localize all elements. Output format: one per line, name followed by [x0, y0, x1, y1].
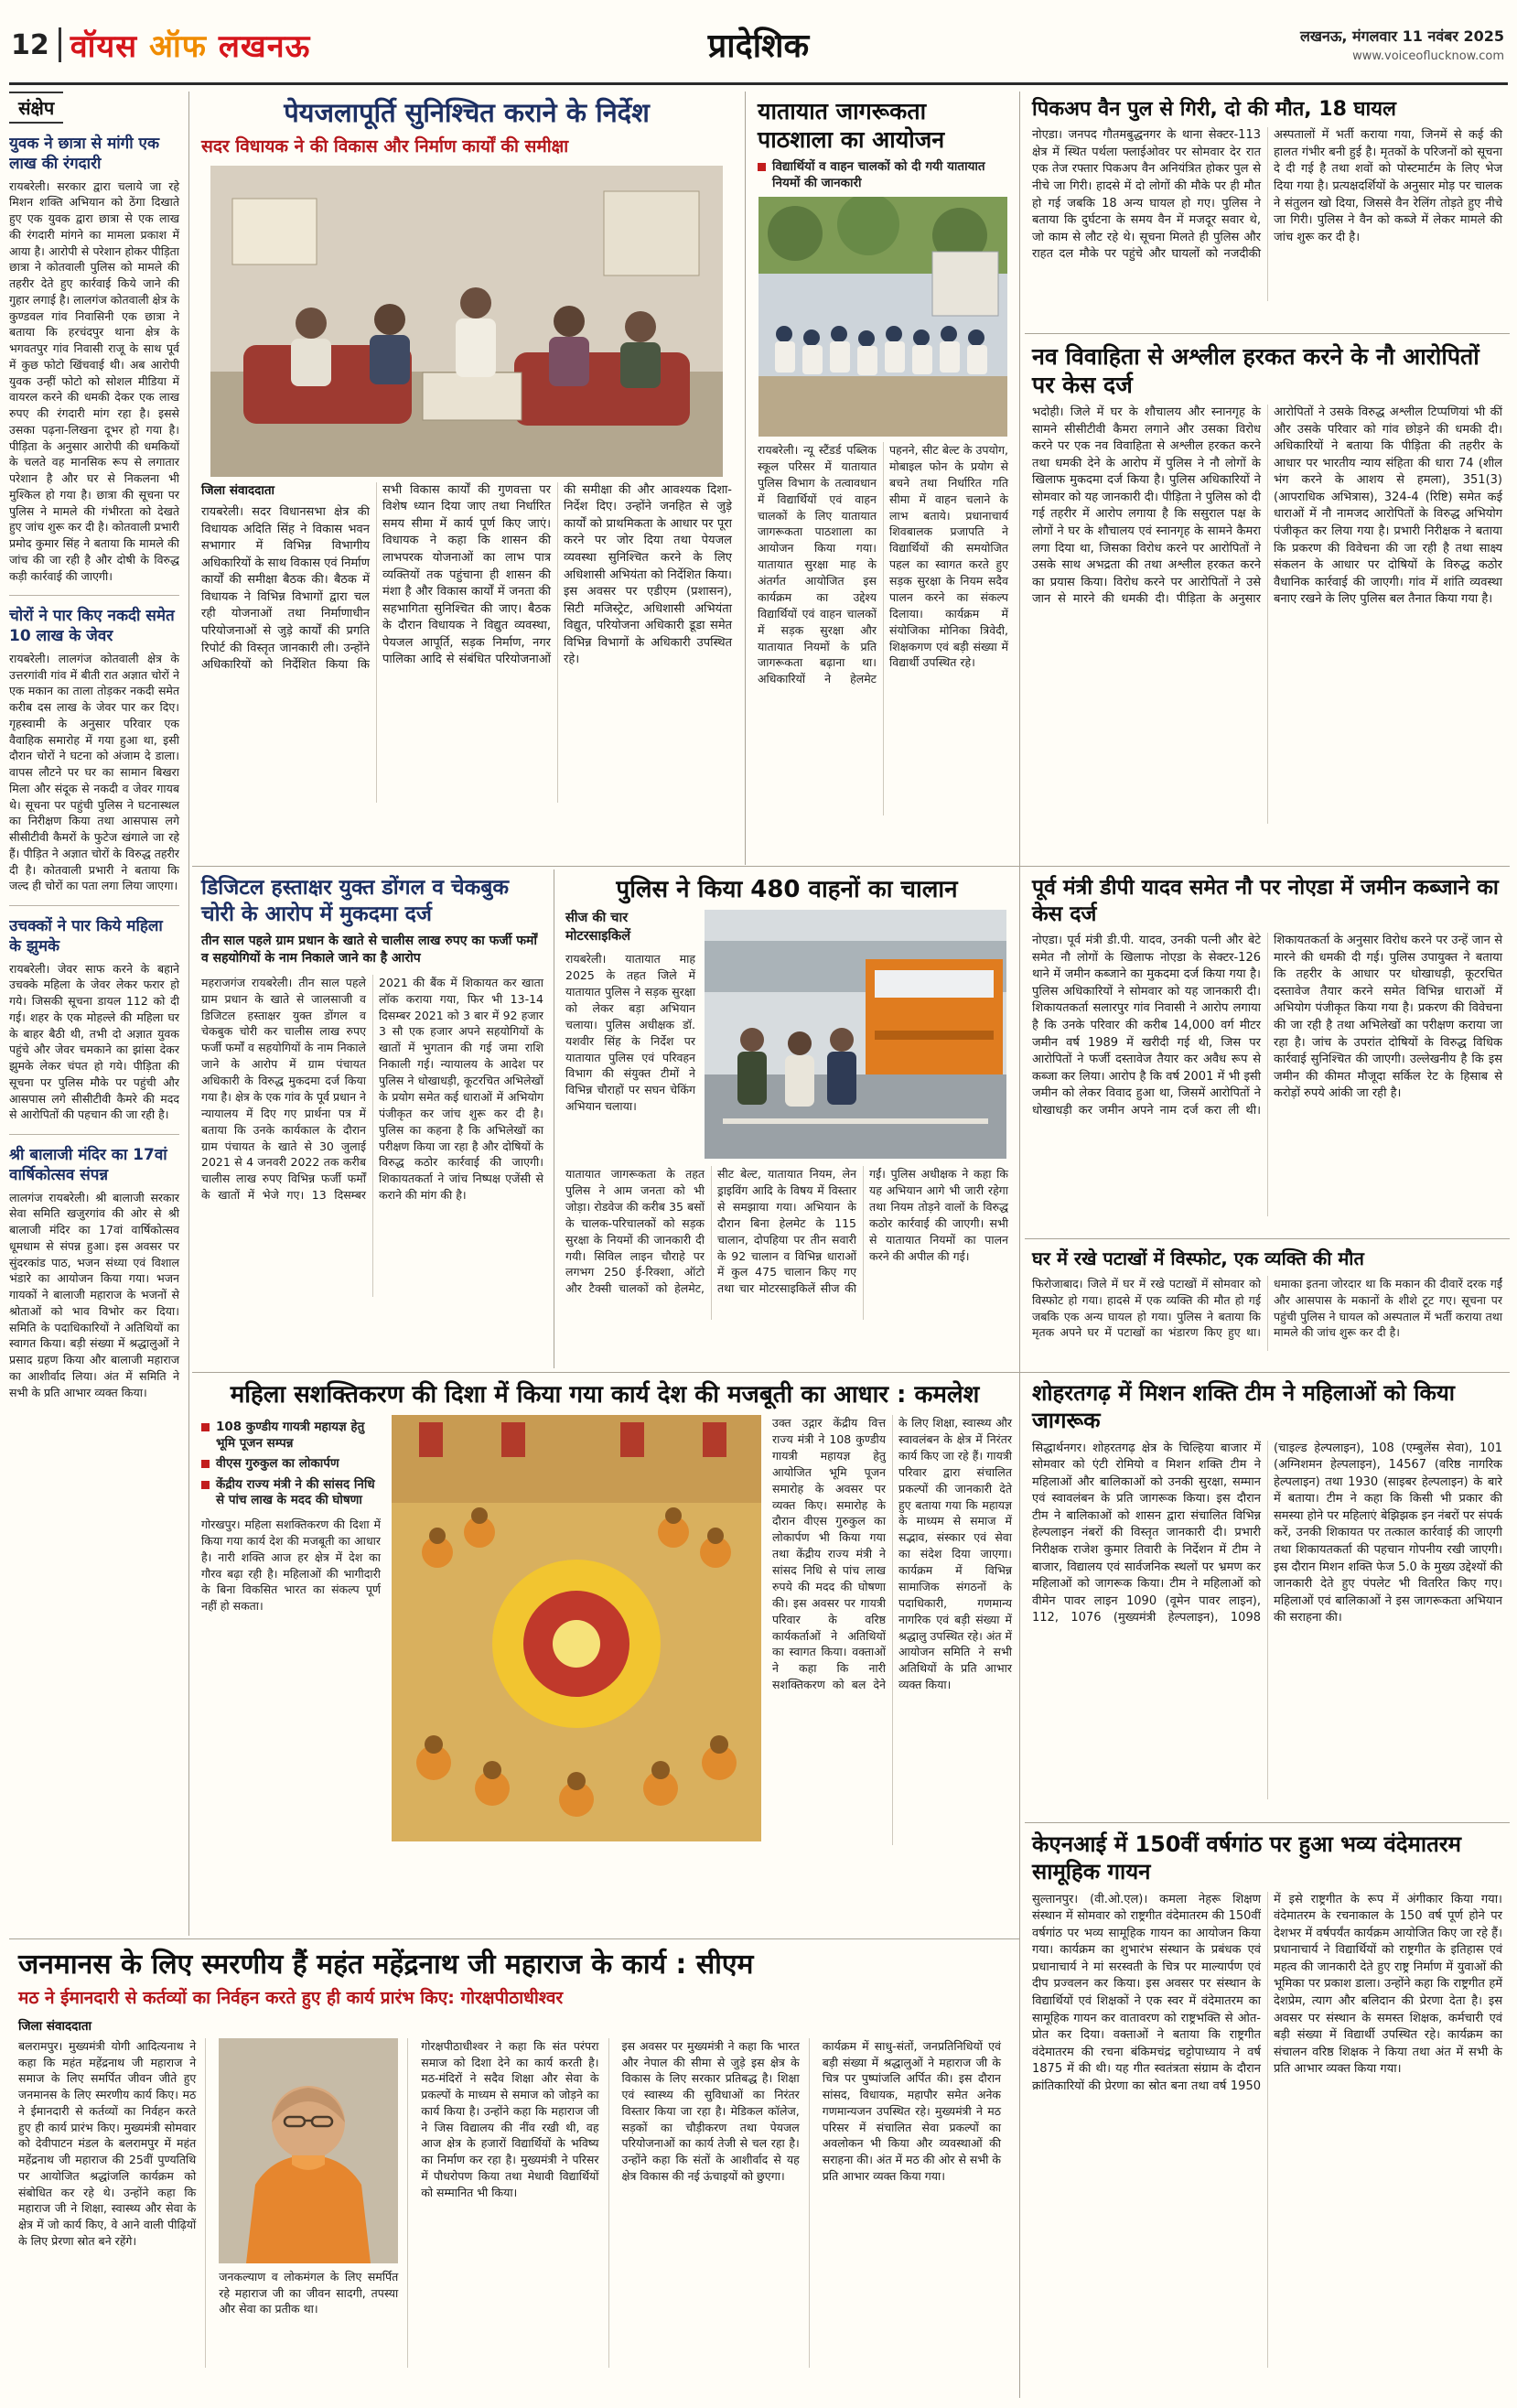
byline: जिला संवाददाता	[18, 2018, 92, 2034]
article-body-columns	[1032, 127, 1502, 301]
article-vande-mataram	[1023, 1826, 1512, 2398]
article-headline: शोहरतगढ़ में मिशन शक्ति टीम ने महिलाओं को किया जागरूक	[1032, 1380, 1456, 1433]
article-headline: घर में रखे पटाखों में विस्फोट, एक व्यक्ति की मौत	[1032, 1247, 1364, 1269]
brief-item	[9, 607, 179, 894]
byline: जिला संवाददाता	[201, 482, 275, 498]
brief-separator	[9, 905, 179, 906]
masthead-word-1: वॉयस	[70, 28, 138, 65]
column-rule	[745, 92, 746, 865]
article-body: महराजगंज रायबरेली। तीन साल पहले ग्राम प्रधान के खाते से जालसाजी व डिजिटल हस्ताक्षर युक्त डोंगल व चेकबुक चोरी कर चालीस लाख रुपए फर्जी फर्मों व सहयोगियों के नाम निकाले जाने के आरोप में ग्राम पंचायत अधिकारी के विरुद्ध मुकदमा दर्ज किया गया है। क्षेत्र के एक गांव के पूर्व प्रधान ने न्यायालय में दिए गए प्रार्थना पत्र में बताया कि उनके कार्यकाल के दौरान ग्राम पंचायत के खाते से 30 जुलाई 2021 से 4 जनवरी 2022 तक करीब चालीस लाख रुपए विभिन्न फर्जी फर्मों के खातों में भेजे गए। 13 दिसम्बर 2021 की बैंक में शिकायत कर खाता लॉक कराया गया, फिर भी 13-14 दिसम्बर 2021 को 3 बार में 92 हजार 3 सौ एक हजार अपने सहयोगियों के खातों में भुगतान की गई जमा राशि निकाली गई। न्यायालय के आदेश पर पुलिस ने धोखाधड़ी, कूटरचित अभिलेखों के प्रयोग समेत कई धाराओं में अभियोग पंजीकृत कर जांच शुरू कर दी है। पुलिस का कहना है कि अभिलेखों का परीक्षण किया जा रहा है और दोषियों के विरुद्ध कठोर कार्रवाई की जाएगी। शिकायतकर्ता ने जांच निष्पक्ष एजेंसी से कराने की मांग की है।	[201, 975, 543, 1203]
article-subhead: सीज की चार मोटरसाइकिलें	[565, 911, 631, 944]
review-meeting-photo	[210, 166, 723, 477]
brief-separator	[9, 1134, 179, 1135]
article-body: रायबरेली। सदर विधानसभा क्षेत्र की विधायक अदिति सिंह ने विकास भवन सभागार में विभिन्न विभागीय अधिकारियों के साथ विकास एवं निर्माण कार्यों की समीक्षा बैठक की। बैठक में विधायक ने विभिन्न विभागों द्वारा चल रही योजनाओं तथा निर्माणाधीन परियोजनाओं से जुड़े कार्यों की प्रगति रिपोर्ट की विस्तृत जानकारी ली। उन्होंने अधिकारियों को निर्देशित किया कि सभी विकास कार्यों की गुणवत्ता पर विशेष ध्यान दिया जाए तथा निर्धारित समय सीमा में कार्य पूर्ण किए जाएं। विधायक ने कहा कि शासन की लाभपरक योजनाओं का लाभ पात्र व्यक्तियों तक पहुंचाना ही शासन की मंशा है और विकास कार्यों में जनता की सहभागिता सुनिश्चित की जाए। बैठक के दौरान विधायक ने विद्युत व्यवस्था, पेयजल आपूर्ति, सड़क निर्माण, नगर पालिका आदि से संबंधित परियोजनाओं की समीक्षा की और आवश्यक दिशा-निर्देश दिए। उन्होंने जनहित से जुड़े कार्यों को प्राथमिकता के आधार पर पूरा करने पर जोर दिया तथा पेयजल व्यवस्था सुनिश्चित करने के लिए अधिशासी अभियंता को निर्देशित किया। इस अवसर पर एडीएम (प्रशासन), सिटी मजिस्ट्रेट, अधिशासी अभियंता विद्युत, परियोजना अधिकारी डूडा समेत विभिन्न विभागों के अधिकारी उपस्थित रहे।	[201, 482, 732, 673]
section-title: प्रादेशिक	[707, 27, 810, 65]
challan-intro-row	[565, 910, 1008, 1159]
article-subhead: मठ ने ईमानदारी से कर्तव्यों का निर्वहन करते हुए ही कार्य प्रारंभ किए: गोरक्षपीठाधीश्वर	[18, 1988, 564, 2009]
article-pickup-van-accident	[1023, 92, 1512, 329]
section-divider	[9, 1938, 1019, 1939]
section-divider	[192, 1372, 1510, 1373]
brief-body: रायबरेली। सरकार द्वारा चलाये जा रहे मिशन शक्ति अभियान को ठेंगा दिखाते हुए एक युवक द्वारा छात्रा से एक लाख की रंगदारी मांगने का मामला प्रकाश में आया है। आरोपी से परेशान होकर पीड़िता छात्रा ने कोतवाली पुलिस को मामले की तहरीर देते हुए कार्रवाई किये जाने की गुहार लगाई है। लालगंज कोतवाली क्षेत्र के कुण्डवल गांव निवासिनी एक छात्रा ने बताया कि हरचंदपुर थाना क्षेत्र के भगवतपुर गांव निवासी राजू के साथ पूर्व में कुछ फोटो खिंचवाई थी। अब आरोपी युवक उन्हीं फोटो को सोशल मीडिया में वायरल करने की धमकी देकर एक लाख रुपए की रंगदारी मांग रहा है। इससे उसका पढ़ना-लिखना दूभर हो गया है। पीड़िता के अनुसार आरोपी की धमकियों के चलते वह मानसिक रूप से लगातार परेशान है और घर से निकलना भी मुश्किल हो गया है। छात्रा की सूचना पर पुलिस ने मामले की गंभीरता को देखते हुए जांच शुरू कर दी है। कोतवाली प्रभारी प्रमोद कुमार सिंह ने बताया कि मामले की जांच की जा रही है और दोषी के विरुद्ध कड़ी कार्रवाई की जाएगी।	[9, 178, 179, 583]
article-body: सुल्तानपुर। (वी.ओ.एल)। कमला नेहरू शिक्षण संस्थान में सोमवार को राष्ट्रगीत वंदेमातरम की 150वीं वर्षगांठ पर भव्य सामूहिक गायन का आयोजन किया गया। कार्यक्रम का शुभारंभ संस्थान के प्रबंधक एवं प्रधानाचार्य ने मां सरस्वती के चित्र पर माल्यार्पण एवं दीप प्रज्वलन कर किया। इस अवसर पर संस्थान के विद्यार्थियों एवं शिक्षकों ने एक स्वर में वंदेमातरम का सामूहिक गायन कर वातावरण को राष्ट्रभक्ति से ओत-प्रोत कर दिया। वक्ताओं ने बताया कि राष्ट्रगीत वंदेमातरम की रचना बंकिमचंद्र चट्टोपाध्याय ने वर्ष 1875 में की थी। यह गीत स्वतंत्रता संग्राम के दौरान क्रांतिकारियों की प्रेरणा का स्रोत बना तथा वर्ष 1950 में इसे राष्ट्रगीत के रूप में अंगीकार किया गया। वंदेमातरम के रचनाकाल के 150 वर्ष पूर्ण होने पर देशभर में वर्षपर्यंत कार्यक्रम आयोजित किए जा रहे हैं। प्रधानाचार्य ने विद्यार्थियों को राष्ट्रगीत के इतिहास एवं महत्व की जानकारी देते हुए राष्ट्र निर्माण में युवाओं की भूमिका पर प्रकाश डाला। उन्होंने कहा कि राष्ट्रगीत हमें देशप्रेम, त्याग और बलिदान की प्रेरणा देता है। इस अवसर पर संस्थान के समस्त शिक्षक, कर्मचारी एवं बड़ी संख्या में विद्यार्थी उपस्थित रहे। कार्यक्रम का संचालन वरिष्ठ शिक्षक ने किया तथा अंत में सभी के प्रति आभार व्यक्त किया गया।	[1032, 1892, 1502, 2093]
article-mission-shakti	[1023, 1375, 1512, 1819]
article-body-columns	[1032, 933, 1502, 1216]
article-body-columns	[772, 1415, 1012, 1845]
brief-item	[9, 135, 179, 584]
article-headline: पूर्व मंत्री डीपी यादव समेत नौ पर नोएडा में जमीन कब्जाने का केस दर्ज	[1032, 876, 1499, 926]
article-headline: नव विवाहिता से अश्लील हरकत करने के नौ आरोपितों पर केस दर्ज	[1032, 343, 1479, 398]
bullet-subhead-text: विद्यार्थियों व वाहन चालकों को दी गयी यातायात नियमों की जानकारी	[772, 159, 985, 190]
article-subhead: तीन साल पहले ग्राम प्रधान के खाते से चालीस लाख रुपए का फर्जी फर्मों व सहयोगियों के नाम निकाले जाने का है आरोप	[201, 934, 538, 966]
article-headline: जनमानस के लिए स्मरणीय हैं महंत महेंद्रनाथ जी महाराज के कार्य : सीएम	[18, 1949, 754, 1981]
page-number: 12	[11, 28, 49, 61]
briefs-title: संक्षेप	[9, 92, 63, 124]
article-body-columns	[1032, 1892, 1502, 2368]
article-body: भदोही। जिले में घर के शौचालय और स्नानगृह के सामने सीसीटीवी कैमरा लगाने और उसका विरोध करने पर एक नव विवाहिता से अश्लील हरकत करने तथा धमकी देने के आरोप में पुलिस ने नौ लोगों के खिलाफ मुकदमा दर्ज किया है। पुलिस अधिकारियों ने सोमवार को यह जानकारी दी। पीड़िता ने पुलिस को दी गई तहरीर में आरोप लगाया है कि ससुराल पक्ष के लोगों ने घर के शौचालय एवं स्नानगृह के सामने कैमरा लगा दिया था, जिसका विरोध करने पर आरोपितों ने उसके साथ अभद्रता की तथा अश्लील हरकत करने का प्रयास किया। विरोध करने पर आरोपितों ने उसे जान से मारने की धमकी दी। पीड़िता के अनुसार आरोपितों ने उसके विरुद्ध अश्लील टिप्पणियां भी कीं और उसके परिवार को गांव छोड़ने की धमकी दी। अधिकारियों ने बताया कि पीड़िता की तहरीर के आधार पर भारतीय न्याय संहिता की धारा 74 (शील भंग करने के आशय से हमला), 351(3) (आपराधिक अभित्रास), 324-4 (रिष्टि) समेत कई धाराओं में नौ नामजद आरोपितों के विरुद्ध अभियोग पंजीकृत कर लिया गया है। प्रभारी निरीक्षक ने बताया कि प्रकरण की विवेचना की जा रही है तथा साक्ष्य संकलन के आधार पर दोषियों के विरुद्ध कठोर वैधानिक कार्रवाई की जाएगी। गांव में शांति व्यवस्था बनाए रखने के लिए पुलिस बल तैनात किया गया है।	[1032, 405, 1502, 607]
article-body-text: जनकल्याण व लोकमंगल के लिए समर्पित रहे महाराज जी का जीवन सादगी, तपस्या और सेवा का प्रतीक था।	[219, 2269, 399, 2316]
article-bullet-item	[201, 1456, 381, 1473]
article-body-columns	[758, 442, 1008, 815]
brief-separator	[9, 595, 179, 596]
edition-dateline: लखनऊ, मंगलवार 11 नवंबर 2025	[1300, 27, 1504, 45]
article-water-supply-review	[192, 92, 741, 865]
article-body-grid	[18, 2038, 1010, 2368]
bullet-text: 108 कुण्डीय गायत्री महायज्ञ हेतु भूमि पूजन सम्पन्न	[216, 1420, 365, 1451]
section-divider	[1025, 1822, 1510, 1823]
header-meta	[1300, 26, 1504, 63]
challan-drive-photo	[705, 910, 1006, 1159]
article-body-columns	[565, 1166, 1008, 1320]
brief-body: लालगंज रायबरेली। श्री बालाजी सरकार सेवा समिति खजुरगांव की ओर से श्री बालाजी मंदिर का 17वां वार्षिकोत्सव धूमधाम से संपन्न हुआ। इस अवसर पर सुंदरकांड पाठ, भजन संध्या एवं विशाल भंडारे का आयोजन किया गया। भजन गायकों ने बालाजी महाराज के भजनों से श्रोताओं को भाव विभोर कर दिया। समिति के पदाधिकारियों ने अतिथियों का स्वागत किया। बड़ी संख्या में श्रद्धालुओं ने प्रसाद ग्रहण किया और बालाजी महाराज का आशीर्वाद लिया। अंत में समिति ने सभी के प्रति आभार व्यक्त किया।	[9, 1190, 179, 1399]
section-divider	[1025, 1238, 1510, 1239]
article-bullet-subhead	[758, 159, 1008, 191]
brief-headline: चोरों ने पार किए नकदी समेत 10 लाख के जेवर	[9, 607, 175, 645]
bullet-text: वीएस गुरुकुल का लोकार्पण	[216, 1456, 339, 1472]
article-harassment-case	[1023, 337, 1512, 858]
article-body-column: कार्यक्रम में साधु-संतों, जनप्रतिनिधियों एवं बड़ी संख्या में श्रद्धालुओं ने महाराज जी के चित्र पर पुष्पांजलि अर्पित की। इस दौरान सांसद, विधायक, महापौर समेत अनेक गणमान्यजन उपस्थित रहे। मुख्यमंत्री ने मठ परिसर में संचालित सेवा प्रकल्पों का अवलोकन भी किया और व्यवस्थाओं की सराहना की। अंत में मठ की ओर से सभी के प्रति आभार व्यक्त किया गया।	[822, 2038, 1001, 2183]
article-headline: पुलिस ने किया 480 वाहनों का चालान	[616, 876, 958, 903]
brief-headline: श्री बालाजी मंदिर का 17वां वार्षिकोत्सव संपन्न	[9, 1146, 167, 1184]
article-body-columns	[1032, 1276, 1502, 1351]
article-body-columns	[1032, 405, 1502, 824]
red-square-bullet-icon	[201, 1423, 210, 1431]
article-subhead: सदर विधायक ने की विकास और निर्माण कार्यों की समीक्षा	[201, 135, 569, 157]
article-body: सिद्धार्थनगर। शोहरतगढ़ क्षेत्र के चिल्हिया बाजार में सोमवार को एंटी रोमियो व मिशन शक्ति टीम ने महिलाओं और बालिकाओं को उनकी सुरक्षा, सम्मान एवं स्वावलंबन के प्रति जागरूक किया। इस दौरान टीम ने बालिकाओं को शासन द्वारा संचालित विभिन्न हेल्पलाइन नंबरों की विस्तृत जानकारी दी। प्रभारी निरीक्षक राजेश कुमार तिवारी के निर्देशन में टीम ने बाजार, विद्यालय एवं सार्वजनिक स्थलों पर भ्रमण कर महिलाओं को जागरूक किया। टीम ने महिलाओं को वीमेन पावर लाइन 1090 (वूमेन पावर लाइन), 112, 1076 (मुख्यमंत्री हेल्पलाइन), 1098 (चाइल्ड हेल्पलाइन), 108 (एम्बुलेंस सेवा), 101 (अग्निशमन हेल्पलाइन), 14567 (वरिष्ठ नागरिक हेल्पलाइन) तथा 1930 (साइबर हेल्पलाइन) के बारे में बताया। टीम ने कहा कि किसी भी प्रकार की समस्या होने पर महिलाएं बेझिझक इन नंबरों पर संपर्क करें, उनकी शिकायत पर तत्काल कार्रवाई की जाएगी तथा शिकायतकर्ता की पहचान गोपनीय रखी जाएगी। इस दौरान मिशन शक्ति फेज 5.0 के मुख्य उद्देश्यों की जानकारी देते हुए पंपलेट भी वितरित किए गए। महिलाओं एवं बालिकाओं ने इस जागरूकता अभियान की सराहना की।	[1032, 1441, 1502, 1625]
mahila-right-column	[772, 1415, 1012, 1845]
article-body: फिरोजाबाद। जिले में घर में रखे पटाखों में सोमवार को विस्फोट हो गया। हादसे में एक व्यक्ति की मौत हो गई जबकि एक अन्य घायल हो गया। पुलिस ने बताया कि मृतक अपने घर में पटाखों का भंडारण किए हुए था। धमाका इतना जोरदार था कि मकान की दीवारें दरक गईं और आसपास के मकानों के शीशे टूट गए। सूचना पर पहुंची पुलिस ने घायल को अस्पताल में भर्ती कराया तथा मामले की जांच शुरू कर दी है।	[1032, 1276, 1502, 1340]
masthead-word-2: ऑफ	[149, 28, 208, 65]
mahila-left-column	[201, 1415, 381, 1845]
brief-item	[9, 917, 179, 1123]
article-body: यातायात जागरूकता के तहत पुलिस ने आम जनता को भी जोड़ा। रोडवेज की करीब 35 बसों के चालक-परिचालकों को सड़क सुरक्षा के नियमों की जानकारी दी गयी। सिविल लाइन चौराहे पर लगभग 250 ई-रिक्शा, ऑटो और टैक्सी चालकों को हेलमेट, सीट बेल्ट, यातायात नियम, लेन ड्राइविंग आदि के विषय में विस्तार से समझाया गया। अभियान के दौरान बिना हेलमेट के 115 चालान, दोपहिया पर तीन सवारी के 92 चालान व विभिन्न धाराओं में कुल 475 चालान किए गए तथा चार मोटरसाइकिलें सीज की गईं। पुलिस अधीक्षक ने कहा कि यह अभियान आगे भी जारी रहेगा तथा नियम तोड़ने वालों के विरुद्ध कठोर कार्रवाई की जाएगी। सभी से यातायात नियमों का पालन करने की अपील की गई।	[565, 1167, 1008, 1296]
article-body: उक्त उद्गार केंद्रीय वित्त राज्य मंत्री ने 108 कुण्डीय गायत्री महायज्ञ हेतु आयोजित भूमि पूजन समारोह के अवसर पर व्यक्त किए। समारोह के दौरान वीएस गुरुकुल का लोकार्पण भी किया गया तथा केंद्रीय राज्य मंत्री ने सांसद निधि से पांच लाख रुपये की मदद की घोषणा की। इस अवसर पर गायत्री परिवार के वरिष्ठ कार्यकर्ताओं ने अतिथियों का स्वागत किया। वक्ताओं ने कहा कि नारी सशक्तिकरण को बल देने के लिए शिक्षा, स्वास्थ्य और स्वावलंबन के क्षेत्र में निरंतर कार्य किए जा रहे हैं। गायत्री परिवार द्वारा संचालित प्रकल्पों की जानकारी देते हुए बताया गया कि महायज्ञ के माध्यम से समाज में सद्भाव, संस्कार एवं सेवा का संदेश दिया जाएगा। कार्यक्रम में विभिन्न सामाजिक संगठनों के पदाधिकारी, गणमान्य नागरिक एवं बड़ी संख्या में श्रद्धालु उपस्थित रहे। अंत में आयोजन समिति ने सभी अतिथियों के प्रति आभार व्यक्त किया।	[772, 1416, 1012, 1692]
article-body-column: गोरक्षपीठाधीश्वर ने कहा कि संत परंपरा समाज को दिशा देने का कार्य करती है। मठ-मंदिरों ने सदैव शिक्षा और सेवा के प्रकल्पों के माध्यम से समाज को जोड़ने का कार्य किया है। उन्होंने कहा कि महाराज जी ने जिस विद्यालय की नींव रखी थी, वह आज क्षेत्र के हजारों विद्यार्थियों के भविष्य का निर्माण कर रहा है। मुख्यमंत्री ने परिसर में पौधरोपण किया तथा मेधावी विद्यार्थियों को सम्मानित भी किया।	[421, 2038, 608, 2368]
red-square-bullet-icon	[201, 1481, 210, 1489]
article-body: रायबरेली। न्यू स्टैंडर्ड पब्लिक स्कूल परिसर में यातायात पुलिस विभाग के तत्वावधान में विद्यार्थियों एवं वाहन चालकों के लिए यातायात जागरूकता पाठशाला का आयोजन किया गया। यातायात सुरक्षा माह के अंतर्गत आयोजित इस कार्यक्रम का उद्देश्य विद्यार्थियों एवं वाहन चालकों में सड़क सुरक्षा और यातायात नियमों के प्रति जागरूकता बढ़ाना था। अधिकारियों ने हेलमेट पहनने, सीट बेल्ट के उपयोग, मोबाइल फोन के प्रयोग से बचने तथा निर्धारित गति सीमा में वाहन चलाने के लाभ बताये। प्रधानाचार्य शिवबालक प्रजापति ने विद्यार्थियों की समयोजित पहल का स्वागत करते हुए सड़क सुरक्षा के नियम सदैव पालन करने का संकल्प दिलाया। कार्यक्रम में संयोजिका मोनिका त्रिवेदी, शिक्षकगण एवं बड़ी संख्या में विद्यार्थी उपस्थित रहे।	[758, 443, 1008, 686]
red-square-bullet-icon	[758, 163, 766, 171]
red-square-bullet-icon	[201, 1460, 210, 1468]
brief-item	[9, 1146, 179, 1400]
article-headline: पेयजलापूर्ति सुनिश्चित कराने के निर्देश	[284, 97, 650, 128]
article-firecracker-blast	[1023, 1242, 1512, 1370]
article-body: नोएडा। जनपद गौतमबुद्धनगर के थाना सेक्टर-113 क्षेत्र में स्थित पर्थला फ्लाईओवर पर सोमवार देर रात एक तेज रफ्तार पिकअप वैन अनियंत्रित होकर पुल से नीचे जा गिरी। हादसे में दो लोगों की मौके पर ही मौत हो गई जबकि 18 अन्य घायल हो गए। पुलिस ने बताया कि दुर्घटना के समय वैन में मजदूर सवार थे, जो काम से लौट रहे थे। सूचना मिलते ही पुलिस और राहत दल मौके पर पहुंचे और घायलों को नजदीकी अस्पतालों में भर्ती कराया गया, जिनमें से कई की हालत गंभीर बनी हुई है। मृतकों के परिजनों को सूचना दे दी गई है तथा शवों को पोस्टमार्टम के लिए भेज दिया गया है। प्रत्यक्षदर्शियों के अनुसार मोड़ पर चालक ने संतुलन खो दिया, जिससे वैन रेलिंग तोड़ते हुए नीचे जा गिरी। पुलिस ने वैन को कब्जे में लेकर मामले की जांच शुरू कर दी है।	[1032, 128, 1502, 262]
article-cm-tribute	[9, 1942, 1019, 2400]
article-body: नोएडा। पूर्व मंत्री डी.पी. यादव, उनकी पत्नी और बेटे समेत नौ लोगों के खिलाफ नोएडा के सेक्टर-126 थाने में जमीन कब्जाने का मुकदमा दर्ज किया गया है। पुलिस अधिकारियों ने सोमवार को यह जानकारी दी। शिकायतकर्ता सलारपुर गांव निवासी ने आरोप लगाया है कि उनके परिवार की करीब 14,000 वर्ग मीटर जमीन वर्ष 1989 में खरीदी गई थी, जिस पर आरोपितों ने फर्जी दस्तावेज तैयार कर अवैध रूप से कब्जा कर लिया। आरोप है कि वर्ष 2001 में भी इसी जमीन को लेकर विवाद हुआ था, जिसमें आरोपितों ने धोखाधड़ी कर जमीन अपने नाम दर्ज करा ली थी। शिकायतकर्ता के अनुसार विरोध करने पर उन्हें जान से मारने की धमकी दी गई। पुलिस उपायुक्त ने बताया कि तहरीर के आधार पर धोखाधड़ी, कूटरचित दस्तावेज तैयार करने समेत विभिन्न धाराओं में अभियोग पंजीकृत किया गया है। प्रकरण की विवेचना की जा रही है तथा अभिलेखों का परीक्षण कराया जा रहा है। जांच के उपरांत दोषियों के विरुद्ध विधिक कार्रवाई सुनिश्चित की जाएगी। उल्लेखनीय है कि इस जमीन की कीमत मौजूदा सर्किल रेट के हिसाब से करोड़ों रुपये आंकी जा रही है।	[1032, 934, 1502, 1118]
traffic-awareness-photo	[758, 197, 1007, 437]
mahila-content-row	[201, 1415, 1012, 1845]
cm-yogi-photo	[219, 2038, 398, 2263]
article-traffic-awareness	[748, 92, 1017, 865]
article-lead: गोरखपुर। महिला सशक्तिकरण की दिशा में किया गया कार्य देश की मजबूती का आधार है। नारी शक्ति आज हर क्षेत्र में देश का गौरव बढ़ा रही है। महिलाओं की भागीदारी के बिना विकसित भारत का संकल्प पूर्ण नहीं हो सकता।	[201, 1517, 381, 1614]
article-headline: पिकअप वैन पुल से गिरी, दो की मौत, 18 घायल	[1032, 98, 1396, 121]
section-divider	[192, 866, 1510, 867]
article-body-column: इस अवसर पर मुख्यमंत्री ने कहा कि भारत और नेपाल की सीमा से जुड़े इस क्षेत्र के विकास के लिए सरकार प्रतिबद्ध है। शिक्षा एवं स्वास्थ्य की सुविधाओं का निरंतर विस्तार किया जा रहा है। मेडिकल कॉलेज, सड़कों का चौड़ीकरण तथा पेयजल परियोजनाओं का कार्य तेजी से चल रहा है। उन्होंने कहा कि संतों के आशीर्वाद से यह क्षेत्र विकास की नई ऊंचाइयों को छुएगा।	[622, 2038, 810, 2368]
article-intro: रायबरेली। यातायात माह 2025 के तहत जिले में यातायात पुलिस ने सड़क सुरक्षा को लेकर बड़ा अभियान चलाया। पुलिस अधीक्षक डॉ. यशवीर सिंह के निर्देश पर यातायात पुलिस एवं परिवहन विभाग की संयुक्त टीमों ने विभिन्न चौराहों पर सघन चेकिंग अभियान चलाया।	[565, 952, 695, 1114]
column-rule	[188, 92, 189, 1936]
article-headline: यातायात जागरूकता पाठशाला का आयोजन	[758, 98, 945, 153]
challan-intro-column	[565, 910, 695, 1159]
article-dongle-theft-case	[192, 869, 553, 1369]
article-headline: महिला सशक्तिकरण की दिशा में किया गया कार्य देश की मजबूती का आधार : कमलेश	[230, 1381, 980, 1409]
brief-body: रायबरेली। जेवर साफ करने के बहाने उचक्के महिला के जेवर लेकर फरार हो गये। जिसकी सूचना डायल 112 को दी गई। शहर के एक मोहल्ले की महिला घर के बाहर बैठी थी, तभी दो अज्ञात युवक पहुंचे और जेवर चमकाने का झांसा देकर झुमके लेकर चंपत हो गये। पीड़िता की सूचना पर पुलिस मौके पर पहुंची और आसपास लगे सीसीटीवी कैमरे की मदद से आरोपितों की पहचान की जा रही है।	[9, 961, 179, 1122]
page-header	[9, 7, 1508, 85]
article-body-column	[219, 2038, 408, 2368]
bhoomi-pujan-photo	[392, 1415, 761, 1845]
brief-body: रायबरेली। लालगंज कोतवाली क्षेत्र के उत्तरगांवी गांव में बीती रात अज्ञात चोरों ने एक मकान का ताला तोड़कर नकदी समेत करीब दस लाख के जेवर पार कर दिए। गृहस्वामी के अनुसार परिवार एक वैवाहिक समारोह में गया हुआ था, इसी दौरान चोरों ने घटना को अंजाम दे डाला। वापस लौटने पर घर का सामान बिखरा मिला और संदूक से नकदी व जेवर गायब थे। सूचना पर पहुंची पुलिस ने घटनास्थल का निरीक्षण किया तथा आसपास लगे सीसीटीवी कैमरों के फुटेज खंगाले जा रहे हैं। पीड़ित ने अज्ञात चोरों के विरुद्ध तहरीर दी है। कोतवाली प्रभारी ने बताया कि जल्द ही चोरों का पता लगा लिया जाएगा।	[9, 651, 179, 893]
article-bullet-item	[201, 1420, 381, 1452]
article-body-column: बलरामपुर। मुख्यमंत्री योगी आदित्यनाथ ने कहा कि महंत महेंद्रनाथ जी महाराज ने समाज के लिए समर्पित जीवन जीते हुए जनमानस के लिए स्मरणीय कार्य किए। मठ ने ईमानदारी से कर्तव्यों का निर्वहन करते हुए ही कार्य प्रारंभ किए। मुख्यमंत्री सोमवार को देवीपाटन मंडल के बलरामपुर में महंत महेंद्रनाथ जी महाराज की 25वीं पुण्यतिथि पर आयोजित श्रद्धांजलि कार्यक्रम को संबोधित कर रहे थे। उन्होंने कहा कि महाराज जी ने शिक्षा, स्वास्थ्य और सेवा के क्षेत्र में जो कार्य किए, वे आने वाली पीढ़ियों के लिए प्रेरणा स्रोत बने रहेंगे।	[18, 2038, 206, 2368]
bullet-text: केंद्रीय राज्य मंत्री ने की सांसद निधि से पांच लाख के मदद की घोषणा	[216, 1476, 375, 1508]
website-url: www.voiceoflucknow.com	[1352, 49, 1504, 63]
brief-headline: युवक ने छात्रा से मांगी एक लाख की रंगदारी	[9, 135, 159, 173]
article-body-columns	[201, 482, 732, 803]
article-headline: डिजिटल हस्ताक्षर युक्त डोंगल व चेकबुक चोरी के आरोप में मुकदमा दर्ज	[201, 876, 510, 926]
article-vehicle-challan	[556, 869, 1017, 1369]
article-women-empowerment	[192, 1375, 1017, 1937]
column-rule	[1019, 92, 1020, 2398]
briefs-column	[9, 92, 187, 1908]
article-body-columns	[1032, 1441, 1502, 1799]
article-headline: केएनआई में 150वीं वर्षगांठ पर हुआ भव्य वंदेमातरम सामूहिक गायन	[1032, 1831, 1461, 1884]
article-land-grab-case	[1023, 869, 1512, 1236]
masthead-word-3: लखनऊ	[218, 28, 311, 65]
article-body-columns	[201, 975, 543, 1297]
section-divider	[1025, 333, 1510, 334]
brief-headline: उचक्कों ने पार किये महिला के झुमके	[9, 917, 163, 956]
article-bullet-item	[201, 1477, 381, 1509]
